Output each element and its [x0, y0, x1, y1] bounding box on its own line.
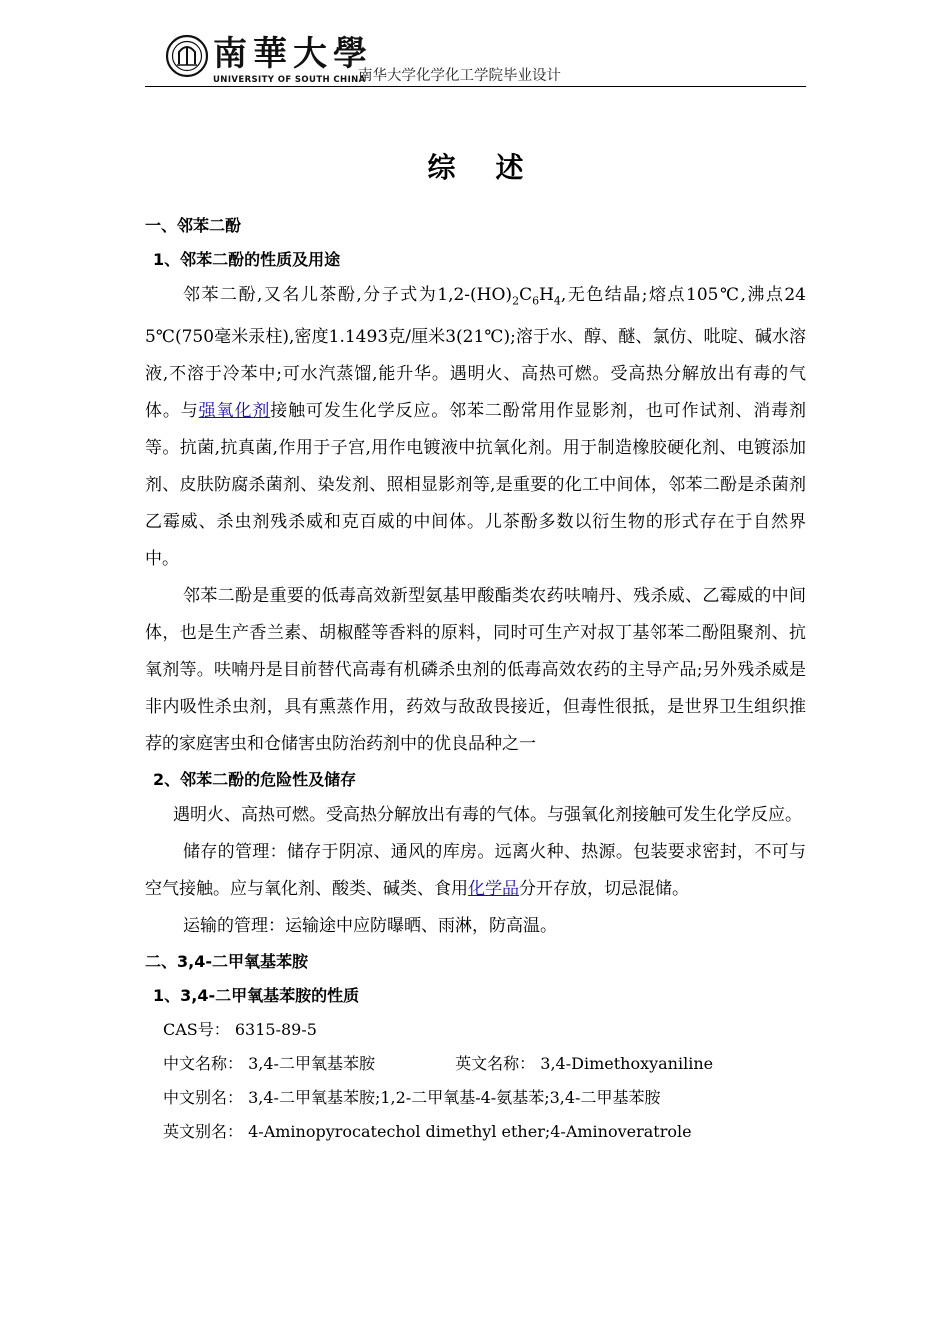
cn-name-value: 3,4-二甲氧基苯胺 [248, 1054, 375, 1074]
subscript: 2 [512, 294, 520, 308]
header-title: 南华大学化学化工学院毕业设计 [358, 68, 561, 84]
en-alias-value: 4-Aminopyrocatechol dimethyl ether;4-Aminoveratrole [248, 1122, 692, 1142]
cn-alias-value: 3,4-二甲氧基苯胺;1,2-二甲氧基-4-氨基苯;3,4-二甲基苯胺 [248, 1088, 661, 1108]
subsection-heading-2-1: 1、3,4-二甲氧基苯胺的性质 [153, 986, 360, 1006]
section-heading-1: 一、邻苯二酚 [145, 216, 242, 235]
university-logo [165, 34, 375, 90]
en-alias-row [163, 1115, 806, 1149]
cn-name-label: 中文名称： [163, 1054, 244, 1074]
page-header [145, 30, 806, 90]
text-run: H [539, 285, 554, 305]
text-run: 分开存放，切忌混储。 [519, 879, 689, 900]
en-alias-label: 英文别名： [163, 1122, 244, 1142]
text-run: ,无色结晶;熔点105℃,沸点245℃(750毫米汞柱),密度1.1493克/厘米3(21℃);溶于水、醇、醚、氯仿、吡啶、碱水溶液,不溶于冷苯中;可水汽蒸馏,能升华。遇明火、高热可燃。受高热分解放出有毒的气体。与 [145, 285, 806, 422]
section-heading-2: 二、3,4-二甲氧基苯胺 [145, 952, 308, 972]
text-run: C [519, 285, 533, 305]
paragraph-storage [145, 834, 806, 908]
paragraph-properties [145, 277, 806, 578]
subscript: 6 [532, 294, 540, 308]
paragraph-transport: 运输的管理：运输途中应防曝晒、雨淋，防高温。 [183, 916, 557, 937]
logo-chinese-name: 南華大學 [213, 34, 373, 74]
cn-alias-row [163, 1081, 806, 1115]
paragraph-uses: 邻苯二酚是重要的低毒高效新型氨基甲酸酯类农药呋喃丹、残杀威、乙霉威的中间体，也是生产香兰素、胡椒醛等香料的原料，同时可生产对叔丁基邻苯二酚阻聚剂、抗氧剂等。呋喃丹是目前替代高毒有机磷杀虫剂的低毒高效农药的主导产品;另外残杀威是非内吸性杀虫剂，具有熏蒸作用，药效与敌敌畏接近，但毒性很抵，是世界卫生组织推荐的家庭害虫和仓储害虫防治药剂中的优良品种之一 [145, 586, 806, 755]
document-title: 综述 [427, 151, 564, 184]
en-name-label: 英文名称： [455, 1054, 536, 1074]
header-divider [145, 86, 806, 87]
subsection-heading-1-1: 1、邻苯二酚的性质及用途 [153, 250, 341, 269]
logo-english-name: UNIVERSITY OF SOUTH CHINA [213, 75, 366, 85]
subscript: 4 [553, 294, 561, 308]
cas-value: 6315-89-5 [234, 1020, 317, 1040]
text-run: 接触可发生化学反应。邻苯二酚常用作显影剂，也可作试剂、消毒剂等。抗菌,抗真菌,作用于子宫,用作电镀液中抗氧化剂。用于制造橡胶硬化剂、电镀添加剂、皮肤防腐杀菌剂、染发剂、照相显影剂等,是重要的化工中间体，邻苯二酚是杀菌剂乙霉威、杀虫剂残杀威和克百威的中间体。儿茶酚多数以衍生物的形式存在于自然界中。 [145, 401, 807, 570]
link-strong-oxidizer[interactable]: 强氧化剂 [198, 401, 271, 422]
text-run: 储存的管理：储存于阴凉、通风的库房。远离火种、热源。包装要求密封，不可与空气接触。应与氧化剂、酸类、碱类、食用 [145, 842, 806, 900]
names-row [163, 1047, 806, 1081]
link-chemicals[interactable]: 化学品 [468, 879, 519, 900]
cas-row [163, 1013, 806, 1047]
text-run: 邻苯二酚,又名儿茶酚,分子式为1,2-(HO) [183, 285, 513, 305]
en-name-value: 3,4-Dimethoxyaniline [540, 1054, 714, 1074]
cn-alias-label: 中文别名： [163, 1088, 244, 1108]
paragraph-hazard: 遇明火、高热可燃。受高热分解放出有毒的气体。与强氧化剂接触可发生化学反应。 [173, 805, 802, 826]
cas-label: CAS号： [163, 1020, 230, 1040]
university-seal-icon [165, 34, 209, 78]
document-body [145, 145, 806, 1149]
subsection-heading-1-2: 2、邻苯二酚的危险性及储存 [153, 770, 357, 790]
